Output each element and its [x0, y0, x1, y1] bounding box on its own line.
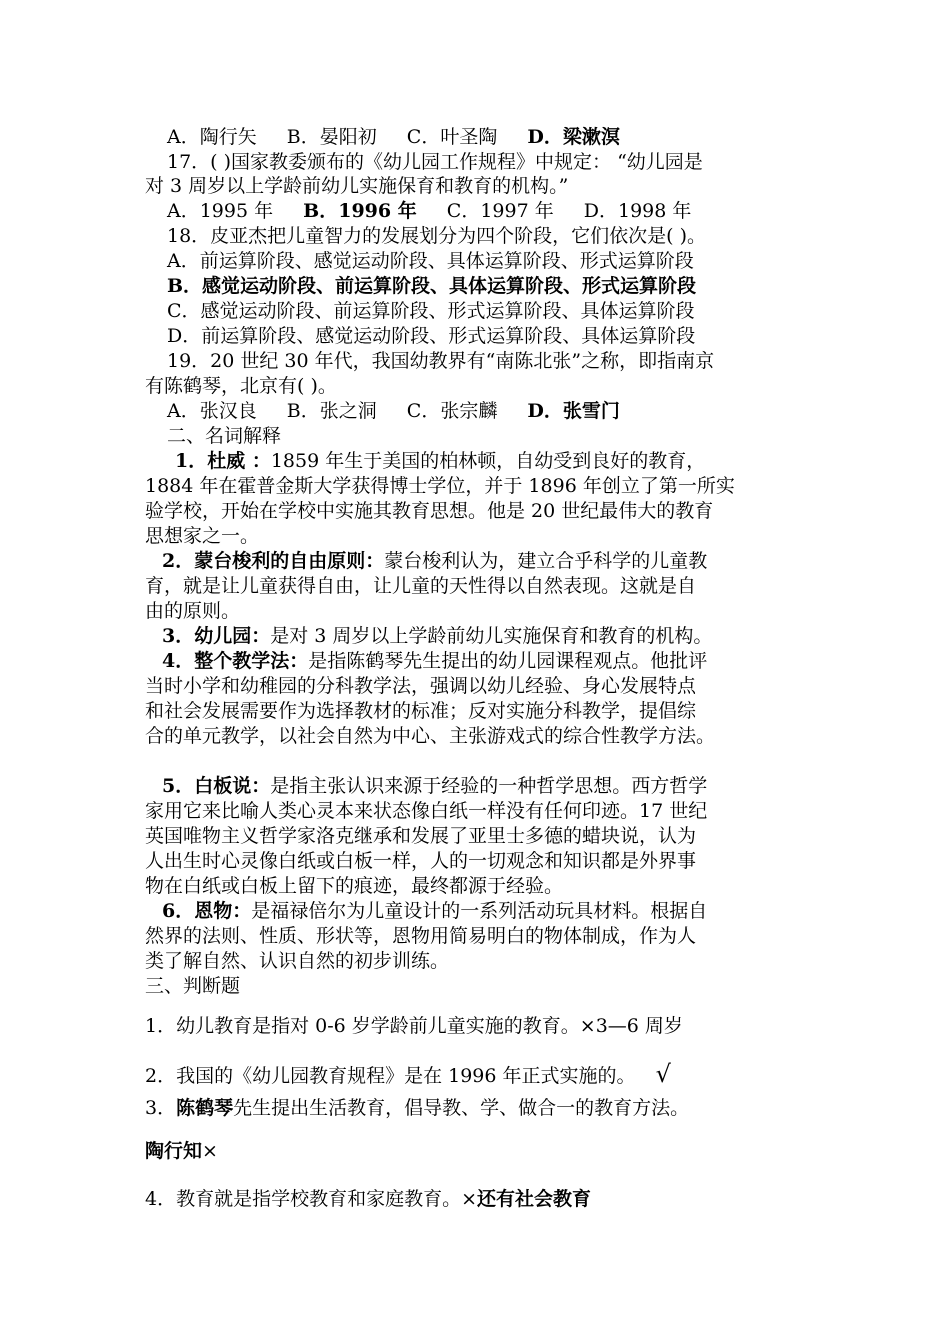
q16-option-c: C．叶圣陶 [406, 126, 498, 148]
q16-option-d-answer: D．梁漱溟 [527, 126, 620, 148]
term3-text1: 是对 3 周岁以上学龄前幼儿实施保育和教育的机构。 [270, 625, 713, 647]
q17-options [167, 199, 847, 223]
judge3-name: 陈鹤琴 [176, 1097, 234, 1119]
judge4-note: 还有社会教育 [477, 1188, 592, 1210]
term6-line1 [162, 899, 842, 923]
q16-option-a: A．陶行矢 [167, 126, 257, 148]
judge3-answer: 陶行知 [145, 1140, 203, 1162]
term3-title: 3．幼儿园： [162, 625, 271, 647]
term5-text1: 是指主张认识来源于经验的一种哲学思想。西方哲学 [270, 775, 708, 797]
q17-option-b-answer: B．1996 年 [303, 200, 417, 222]
judge3-line [145, 1096, 825, 1120]
q18-option-a: A．前运算阶段、感觉运动阶段、具体运算阶段、形式运算阶段 [167, 250, 694, 272]
q17-option-d: D．1998 年 [583, 200, 692, 222]
q19-option-c: C．张宗麟 [406, 400, 498, 422]
q19-stem-line1: 19．20 世纪 30 年代，我国幼教界有“南陈北张”之称，即指南京 [167, 350, 715, 372]
q16-options [167, 125, 847, 149]
term2-line3: 由的原则。 [145, 600, 241, 622]
term3-line1 [162, 624, 842, 648]
q16-option-b: B．晏阳初 [286, 126, 377, 148]
cross-mark-icon: × [202, 1140, 218, 1162]
term1-line2: 1884 年在霍普金斯大学获得博士学位，并于 1896 年创立了第一所实 [145, 475, 735, 497]
term6-title: 6．恩物： [162, 900, 252, 922]
term5-line4: 人出生时心灵像白纸或白板一样，人的一切观念和知识都是外界事 [145, 850, 697, 872]
judge2-line [145, 1062, 825, 1088]
term5-line3: 英国唯物主义哲学家洛克继承和发展了亚里士多德的蜡块说，认为 [145, 825, 697, 847]
term5-title: 5．白板说： [162, 775, 271, 797]
judge3-answer-line [145, 1139, 825, 1163]
term1-text1: 1859 年生于美国的柏林顿，自幼受到良好的教育， [270, 450, 706, 472]
q18-option-c: C．感觉运动阶段、前运算阶段、形式运算阶段、具体运算阶段 [167, 300, 695, 322]
term4-title: 4．整个教学法： [162, 650, 309, 672]
q17-stem-line2: 对 3 周岁以上学龄前幼儿实施保育和教育的机构。” [145, 175, 569, 197]
term1-line4: 思想家之一。 [145, 525, 260, 547]
q19-option-a: A．张汉良 [167, 400, 257, 422]
term6-line3: 类了解自然、认识自然的初步训练。 [145, 950, 450, 972]
q19-option-d-answer: D．张雪门 [527, 400, 620, 422]
term1-title: 1．杜威 ： [175, 450, 271, 472]
term6-line2: 然界的法则、性质、形状等，恩物用简易明白的物体制成，作为人 [145, 925, 697, 947]
judge1-note: 3—6 周岁 [595, 1015, 683, 1037]
term4-text1: 是指陈鹤琴先生提出的幼儿园课程观点。他批评 [308, 650, 708, 672]
q17-option-a: A．1995 年 [167, 200, 274, 222]
q18-option-d: D．前运算阶段、感觉运动阶段、形式运算阶段、具体运算阶段 [167, 325, 696, 347]
check-mark-icon: √ [655, 1060, 671, 1088]
section2-heading: 二、名词解释 [167, 425, 282, 447]
term5-line5: 物在白纸或白板上留下的痕迹，最终都源于经验。 [145, 875, 564, 897]
term2-text1: 蒙台梭利认为，建立合乎科学的儿童教 [384, 550, 708, 572]
term5-line1 [162, 774, 842, 798]
judge4-text: 4．教育就是指学校教育和家庭教育。 [145, 1188, 462, 1210]
judge4-line [145, 1187, 825, 1211]
q19-options [167, 399, 847, 423]
q17-option-c: C．1997 年 [446, 200, 554, 222]
cross-mark-icon: × [579, 1015, 596, 1037]
judge1-line [145, 1014, 825, 1038]
term2-title: 2．蒙台梭利的自由原则： [162, 550, 385, 572]
section3-heading: 三、判断题 [145, 975, 241, 997]
judge2-text: 2．我国的《幼儿园教育规程》是在 1996 年正式实施的。 [145, 1065, 636, 1087]
term4-line4: 合的单元教学，以社会自然为中心、主张游戏式的综合性教学方法。 [145, 725, 716, 747]
judge3-prefix: 3． [145, 1097, 177, 1119]
q18-option-b-answer: B．感觉运动阶段、前运算阶段、具体运算阶段、形式运算阶段 [167, 275, 697, 297]
term1-line1 [175, 449, 855, 473]
term2-line1 [162, 549, 842, 573]
judge1-text: 1．幼儿教育是指对 0-6 岁学龄前儿童实施的教育。 [145, 1015, 580, 1037]
term4-line2: 当时小学和幼稚园的分科教学法，强调以幼儿经验、身心发展特点 [145, 675, 697, 697]
term2-line2: 育，就是让儿童获得自由，让儿童的天性得以自然表现。这就是自 [145, 575, 697, 597]
judge3-text: 先生提出生活教育，倡导教、学、做合一的教育方法。 [233, 1097, 690, 1119]
q18-stem: 18．皮亚杰把儿童智力的发展划分为四个阶段，它们依次是( )。 [167, 225, 707, 247]
q17-stem-line1: 17．( )国家教委颁布的《幼儿园工作规程》中规定： “幼儿园是 [167, 151, 703, 173]
term4-line1 [162, 649, 842, 673]
cross-mark-icon: × [461, 1188, 478, 1210]
q19-stem-line2: 有陈鹤琴，北京有( )。 [145, 375, 337, 397]
term5-line2: 家用它来比喻人类心灵本来状态像白纸一样没有任何印迹。17 世纪 [145, 800, 708, 822]
q19-option-b: B．张之洞 [286, 400, 377, 422]
term1-line3: 验学校，开始在学校中实施其教育思想。他是 20 世纪最伟大的教育 [145, 500, 714, 522]
term6-text1: 是福禄倍尔为儿童设计的一系列活动玩具材料。根据自 [251, 900, 708, 922]
term4-line3: 和社会发展需要作为选择教材的标准；反对实施分科教学，提倡综 [145, 700, 697, 722]
